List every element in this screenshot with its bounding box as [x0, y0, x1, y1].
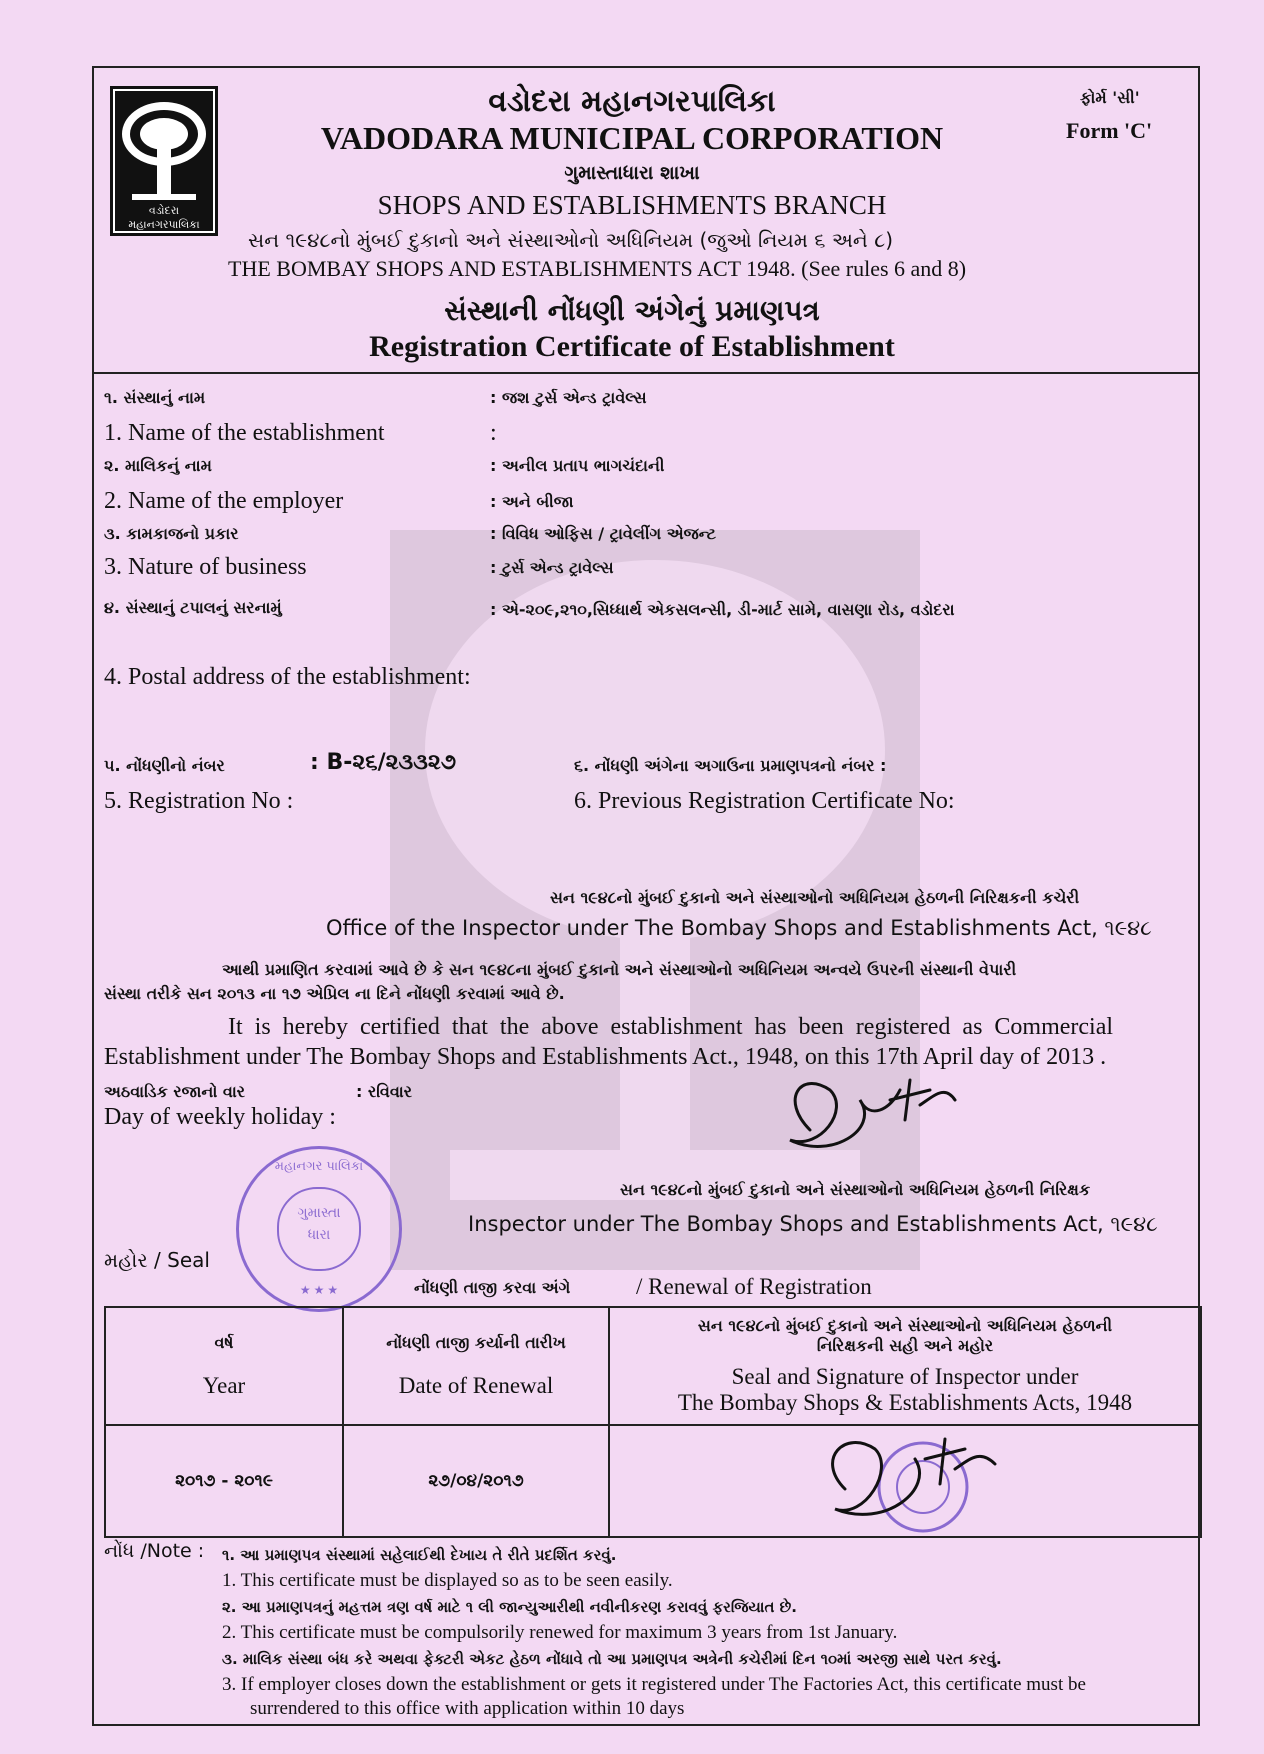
form-label-en: Form 'C' [1066, 118, 1153, 143]
address-label-guj: ૪. સંસ્થાનું ટપાલનું સરનામું [104, 598, 282, 617]
col-sig-en-1: Seal and Signature of Inspector under [731, 1364, 1079, 1389]
seal-ring-text: મહાનગર પાલિકા [274, 1159, 364, 1174]
title-en: Registration Certificate of Establishment [369, 330, 895, 363]
name-value: : જશ ટુર્સ એન્ડ ટ્રાવેલ્સ [490, 388, 647, 407]
prev-reg-label-en: 6. Previous Registration Certificate No: [574, 788, 955, 814]
renewal-year-cell: ૨૦૧૭ - ૨૦૧૯ [105, 1425, 343, 1537]
col-sig-en-2: The Bombay Shops & Establishments Acts, 1948 [677, 1390, 1133, 1415]
business-value-2: : ટુર્સ એન્ડ ટ્રાવેલ્સ [490, 558, 614, 577]
inspector-guj: સન ૧૯૪૮નો મુંબઈ દુકાનો અને સંસ્થાઓનો અધિનિયમ હેઠળની નિરિક્ષક [620, 1180, 1091, 1199]
office-en: Office of the Inspector under The Bombay Shops and Establishments Act, ૧૯૪૮ [326, 916, 1152, 940]
inspector-en: Inspector under The Bombay Shops and Establishments Act, ૧૯૪૮ [468, 1212, 1158, 1236]
name-label-en: 1. Name of the establishment [104, 420, 385, 446]
note-1-en: 1. This certificate must be displayed so as to be seen easily. [222, 1570, 673, 1591]
note-3-guj: ૩. માલિક સંસ્થા બંધ કરે અથવા ફેક્ટરી એકટ હેઠળ નોંધાવે તો આ પ્રમાણપત્ર અત્રેની કચેરીમાં દિન ૧૦માં અરજી સાથે પરત કરવું. [222, 1650, 1002, 1668]
col-date-en: Date of Renewal [398, 1373, 554, 1398]
note-2-guj: ૨. આ પ્રમાણપત્રનું મહત્તમ ત્રણ વર્ષ માટે ૧ લી જાન્યુઆરીથી નવીનીકરણ કરાવવું ફરજિયાત છે. [222, 1598, 797, 1616]
business-value-1: : વિવિધ ઓફિસ / ટ્રાવેલીંગ એજન્ટ [490, 524, 717, 543]
certify-guj-2: સંસ્થા તરીકે સન ૨૦૧૩ ના ૧૭ એપ્રિલ ના દિને નોંધણી કરવામાં આવે છે. [104, 984, 565, 1003]
address-label-en: 4. Postal address of the establishment: [104, 664, 471, 690]
act-en: THE BOMBAY SHOPS AND ESTABLISHMENTS ACT 1948. (See rules 6 and 8) [228, 256, 967, 281]
certify-en-2: Establishment under The Bombay Shops and Establishments Act., 1948, on this 17th April day of 2013 . [104, 1044, 1107, 1070]
seal-stars: ★ ★ ★ [299, 1283, 339, 1297]
renewal-table [104, 1306, 1202, 1538]
employer-label-en: 2. Name of the employer [104, 488, 344, 514]
col-date-guj: નોંધણી તાજી કર્યાની તારીખ [386, 1333, 566, 1352]
notes-heading: નોંધ /Note : [104, 1540, 205, 1562]
col-date-header [343, 1307, 609, 1425]
renewal-title-guj: નોંધણી તાજી કરવા અંગે [414, 1278, 571, 1297]
business-label-guj: ૩. કામકાજનો પ્રકાર [104, 524, 239, 543]
note-3-en-cont: surrendered to this office with application within 10 days [250, 1698, 685, 1719]
org-name-en: VADODARA MUNICIPAL CORPORATION [320, 120, 944, 156]
note-2-en: 2. This certificate must be compulsorily renewed for maximum 3 years from 1st January. [222, 1622, 898, 1643]
business-label-en: 3. Nature of business [104, 554, 307, 580]
holiday-value: : રવિવાર [356, 1082, 412, 1101]
inspector-signature [770, 1060, 960, 1170]
seal-center-1: ગુમાસ્તા [297, 1205, 341, 1221]
logo-caption-2: મહાનગરપાલિકા [128, 218, 200, 231]
col-year-header [105, 1307, 343, 1425]
title-guj: સંસ્થાની નોંધણી અંગેનું પ્રમાણપત્ર [444, 294, 820, 327]
col-sig-guj-2: નિરિક્ષકની સહી અને મહોર [816, 1336, 994, 1355]
col-year-en: Year [202, 1373, 246, 1398]
regno-value: : B-૨૬/૨૩૩૨૭ [310, 750, 457, 775]
office-guj: સન ૧૯૪૮નો મુંબઈ દુકાનો અને સંસ્થાઓનો અધિનિયમ હેઠળની નિરિક્ષકની કચેરી [550, 888, 1080, 907]
col-year-guj: વર્ષ [214, 1333, 234, 1352]
renewal-row [105, 1425, 1201, 1537]
renewal-title-en: / Renewal of Registration [636, 1274, 872, 1299]
renewal-date-cell: ૨૭/૦૪/૨૦૧૭ [343, 1425, 609, 1537]
branch-guj: ગુમાસ્તાધારા શાખા [564, 162, 700, 184]
form-label-guj: ફોર્મ 'સી' [1080, 88, 1140, 107]
certify-en-1: It is hereby certified that the above establishment has been registered as Commercial [228, 1014, 1114, 1040]
address-value: : એ-૨૦૯,૨૧૦,સિધ્ધાર્થ એકસલન્સી, ડી-માર્ટ સામે, વાસણા રોડ, વડોદરા [490, 600, 955, 619]
org-name-guj: વડોદરા મહાનગરપાલિકા [488, 84, 776, 119]
renewal-header-row [105, 1307, 1201, 1425]
act-guj: સન ૧૯૪૮નો મુંબઈ દુકાનો અને સંસ્થાઓનો અધિનિયમ (જુઓ નિયમ ૬ અને ૮) [248, 228, 893, 252]
regno-label-en: 5. Registration No : [104, 788, 294, 814]
holiday-label-en: Day of weekly holiday : [104, 1104, 336, 1130]
employer-value-1: : અનીલ પ્રતાપ ભાગચંદાની [490, 456, 665, 475]
holiday-label-guj: અઠવાડિક રજાનો વાર [104, 1082, 246, 1101]
employer-value-2: : અને બીજા [490, 492, 574, 511]
renewal-signature-cell [609, 1425, 1201, 1537]
employer-label-guj: ૨. માલિકનું નામ [104, 456, 212, 475]
seal-label: મહોર / Seal [104, 1248, 210, 1272]
renewal-signature-and-seal [805, 1429, 1005, 1533]
name-colon: : [490, 420, 497, 446]
certify-guj-1: આથી પ્રમાણિત કરવામાં આવે છે કે સન ૧૯૪૮ના મુંબઈ દુકાનો અને સંસ્થાઓનો અધિનિયમ અન્વયે ઉપરની સંસ્થાની વેપારી [222, 960, 1017, 979]
header-divider [92, 372, 1200, 374]
name-label-guj: ૧. સંસ્થાનું નામ [104, 388, 206, 407]
logo-caption-1: વડોદરા [148, 204, 180, 217]
note-1-guj: ૧. આ પ્રમાણપત્ર સંસ્થામાં સહેલાઈથી દેખાય તે રીતે પ્રદર્શિત કરવું. [222, 1546, 617, 1564]
col-sig-header [609, 1307, 1201, 1425]
branch-en: SHOPS AND ESTABLISHMENTS BRANCH [377, 190, 887, 220]
regno-label-guj: ૫. નોંધણીનો નંબર [104, 756, 225, 775]
col-sig-guj-1: સન ૧૯૪૮નો મુંબઈ દુકાનો અને સંસ્થાઓનો અધિનિયમ હેઠળની [697, 1316, 1113, 1335]
prev-reg-label-guj: ૬. નોંધણી અંગેના અગાઉના પ્રમાણપત્રનો નંબર : [574, 756, 887, 775]
note-3-en: 3. If employer closes down the establishment or gets it registered under The Factories Act, this certificate must be [222, 1674, 1086, 1695]
seal-center-2: ધારા [307, 1227, 331, 1243]
office-seal [236, 1146, 402, 1312]
